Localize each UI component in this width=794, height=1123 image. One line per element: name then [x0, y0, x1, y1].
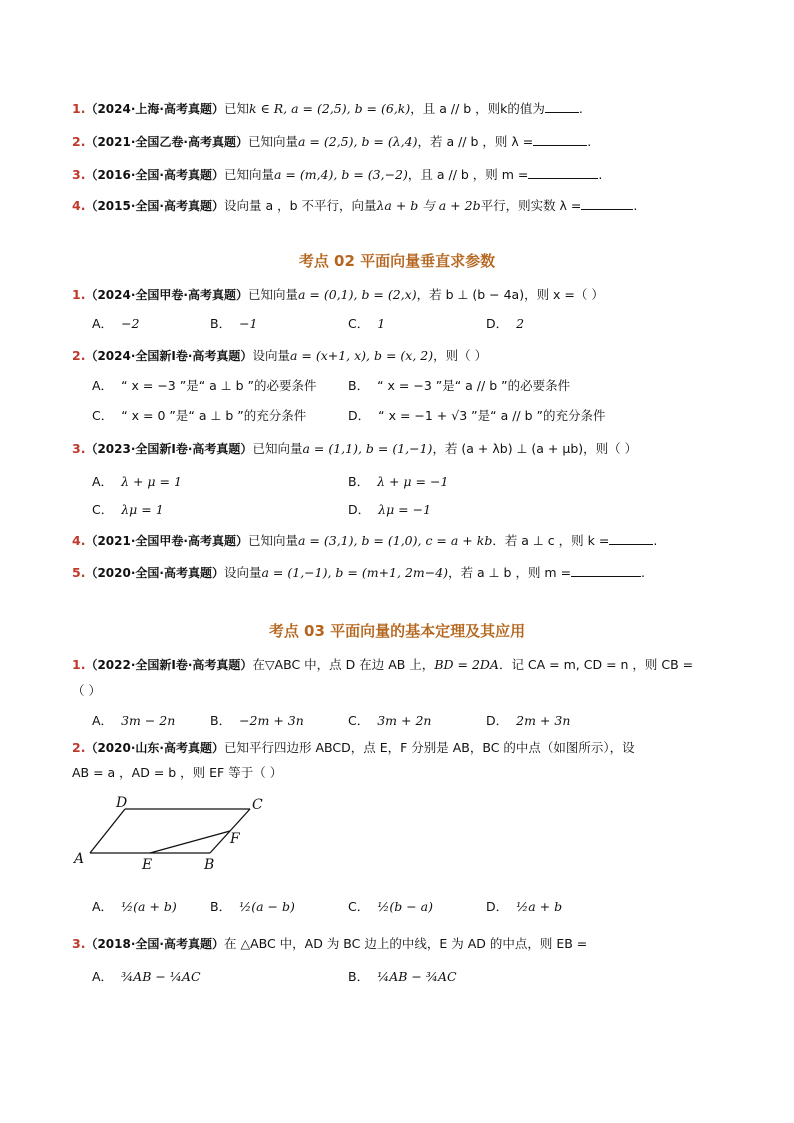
- question-source: （2024·全国甲卷·高考真题）: [85, 288, 248, 302]
- answer-blank: [609, 532, 653, 545]
- option-label: D．: [486, 713, 509, 728]
- option-d[interactable]: [486, 712, 570, 730]
- question-source: （2020·山东·高考真题）: [85, 741, 224, 755]
- option-value: ½(a + b): [121, 899, 177, 914]
- option-d[interactable]: [486, 898, 562, 916]
- punctuation: .: [578, 101, 583, 116]
- option-a[interactable]: [92, 968, 201, 986]
- option-b[interactable]: [210, 315, 258, 333]
- question-text: 已知向量: [247, 134, 298, 149]
- question-text: 已知向量: [247, 533, 298, 548]
- question-text: ，则（ ）: [433, 348, 488, 363]
- question-number: 5.: [72, 565, 86, 580]
- punctuation: .: [641, 565, 646, 580]
- question-text: 设向量: [223, 565, 262, 580]
- option-label: D．: [348, 408, 371, 423]
- question-source: （2021·全国乙卷·高考真题）: [85, 135, 248, 149]
- answer-blank: [533, 133, 587, 146]
- option-label: A．: [92, 713, 114, 728]
- option-label: C．: [92, 502, 114, 517]
- parallelogram-figure: [70, 795, 270, 885]
- question-s3-2: [72, 739, 635, 757]
- option-b[interactable]: [348, 377, 570, 395]
- vertex-label-B: B: [204, 857, 215, 873]
- question-s1-4: [72, 197, 637, 215]
- option-d[interactable]: [348, 501, 431, 519]
- option-a[interactable]: [92, 712, 175, 730]
- question-number: 1.: [72, 287, 86, 302]
- math-expression: k ∈ R, a = (2,5), b = (6,k): [249, 101, 411, 116]
- question-text: 平行，则实数 λ =: [480, 198, 582, 213]
- option-label: C．: [348, 316, 370, 331]
- option-value: ¾AB − ¼AC: [121, 969, 201, 984]
- option-label: B．: [348, 378, 370, 393]
- vertex-label-A: A: [74, 851, 85, 867]
- question-number: 3.: [72, 936, 86, 951]
- option-a[interactable]: [92, 377, 317, 395]
- option-label: D．: [486, 899, 509, 914]
- vertex-label-C: C: [252, 797, 263, 813]
- question-s3-1: [72, 656, 693, 674]
- question-text: 设向量: [252, 348, 290, 363]
- option-value: λμ = 1: [121, 502, 164, 517]
- question-source: （2024·上海·高考真题）: [85, 102, 224, 116]
- punctuation: .: [653, 533, 658, 548]
- punctuation: .: [587, 134, 592, 149]
- option-label: A．: [92, 899, 114, 914]
- question-source: （2020·全国·高考真题）: [85, 566, 224, 580]
- math-expression: a = (m,4), b = (3,−2): [274, 167, 408, 182]
- question-text: 已知向量: [252, 441, 303, 456]
- answer-blank: [581, 197, 633, 210]
- question-s1-3: [72, 166, 602, 184]
- question-text: ，若 a // b ，则 λ =: [417, 134, 534, 149]
- question-source: （2023·全国新Ⅰ卷·高考真题）: [85, 442, 253, 456]
- option-b[interactable]: [210, 712, 304, 730]
- punctuation: .: [598, 167, 603, 182]
- question-number: 2.: [72, 740, 86, 755]
- answer-blank: [571, 564, 641, 577]
- question-text: ，若 (a + λb) ⊥ (a + μb)，则（ ）: [432, 441, 638, 456]
- option-c[interactable]: [348, 712, 431, 730]
- question-source: （2024·全国新Ⅰ卷·高考真题）: [85, 349, 253, 363]
- option-label: B．: [348, 474, 370, 489]
- answer-blank: [528, 166, 598, 179]
- question-number: 4.: [72, 198, 86, 213]
- question-text: 已知向量: [247, 287, 298, 302]
- option-c[interactable]: [92, 501, 164, 519]
- math-expression: a = (1,−1), b = (m+1, 2m−4): [261, 565, 449, 580]
- vertex-label-E: E: [142, 857, 153, 873]
- question-number: 4.: [72, 533, 86, 548]
- option-value: ½(a − b): [239, 899, 295, 914]
- option-value: “ x = 0 ”是“ a ⊥ b ”的充分条件: [121, 408, 307, 423]
- math-expression: a = (2,5), b = (λ,4): [298, 134, 418, 149]
- option-d[interactable]: [348, 407, 606, 425]
- option-value: “ x = −3 ”是“ a ⊥ b ”的必要条件: [121, 378, 317, 393]
- question-text: ，且 a // b ，则k的值为: [410, 101, 545, 116]
- question-s3-3: [72, 935, 587, 953]
- option-label: A．: [92, 969, 114, 984]
- option-label: A．: [92, 378, 114, 393]
- option-value: 3m − 2n: [121, 713, 176, 728]
- question-source: （2015·全国·高考真题）: [85, 199, 224, 213]
- option-c[interactable]: [348, 898, 433, 916]
- option-value: −2m + 3n: [239, 713, 304, 728]
- question-text: ．若 a ⊥ c ，则 k =: [492, 533, 610, 548]
- option-value: 3m + 2n: [377, 713, 432, 728]
- option-c[interactable]: [348, 315, 385, 333]
- question-source: （2021·全国甲卷·高考真题）: [85, 534, 248, 548]
- option-value: λ + μ = 1: [121, 474, 182, 489]
- vertex-label-D: D: [116, 795, 128, 811]
- option-value: “ x = −1 + √3 ”是“ a // b ”的充分条件: [378, 408, 606, 423]
- option-value: 2: [516, 316, 525, 331]
- option-value: λ + μ = −1: [377, 474, 449, 489]
- option-value: 2m + 3n: [516, 713, 571, 728]
- question-number: 1.: [72, 657, 86, 672]
- question-s2-4: [72, 532, 657, 550]
- option-value: λμ = −1: [378, 502, 432, 517]
- question-s1-1: [72, 100, 583, 118]
- math-expression: BD = 2DA: [434, 657, 499, 672]
- question-text: 已知向量: [223, 167, 274, 182]
- question-text: 已知平行四边形 ABCD，点 E，F 分别是 AB，BC 的中点（如图所示），设: [223, 740, 635, 755]
- section-title: 考点 03 平面向量的基本定理及其应用: [268, 622, 526, 640]
- question-s2-5: [72, 564, 645, 582]
- option-label: C．: [92, 408, 114, 423]
- math-expression: a = (1,1), b = (1,−1): [302, 441, 433, 456]
- option-b[interactable]: [210, 898, 295, 916]
- question-number: 2.: [72, 134, 86, 149]
- option-value: 1: [377, 316, 386, 331]
- option-value: “ x = −3 ”是“ a // b ”的必要条件: [377, 378, 571, 393]
- option-b[interactable]: [348, 473, 448, 491]
- question-text: ，若 b ⊥ (b − 4a)，则 x =（ ）: [416, 287, 604, 302]
- option-value: ½(b − a): [377, 899, 433, 914]
- section-title: 考点 02 平面向量垂直求参数: [298, 252, 496, 270]
- option-a[interactable]: [92, 898, 177, 916]
- math-expression: λa + b 与 a + 2b: [376, 198, 481, 213]
- question-s2-3: [72, 440, 637, 458]
- question-text: ，且 a // b ，则 m =: [407, 167, 529, 182]
- question-source: （2016·全国·高考真题）: [85, 168, 224, 182]
- question-s1-2: [72, 133, 591, 151]
- question-s2-2: [72, 347, 487, 365]
- question-number: 1.: [72, 101, 86, 116]
- option-label: D．: [486, 316, 509, 331]
- question-number: 3.: [72, 167, 86, 182]
- edge-AD: [90, 809, 125, 853]
- question-text: 已知: [223, 101, 249, 116]
- option-d[interactable]: [486, 315, 524, 333]
- answer-blank: [545, 100, 579, 113]
- option-label: B．: [210, 899, 232, 914]
- question-number: 2.: [72, 348, 86, 363]
- option-value: ½a + b: [516, 899, 563, 914]
- option-label: C．: [348, 713, 370, 728]
- question-continuation: （ ）: [72, 683, 101, 698]
- question-source: （2022·全国新Ⅰ卷·高考真题）: [85, 658, 253, 672]
- segment-EF: [150, 831, 230, 853]
- math-expression: a = (3,1), b = (1,0), c = a + kb: [298, 533, 493, 548]
- math-expression: a = (0,1), b = (2,x): [298, 287, 417, 302]
- punctuation: .: [633, 198, 638, 213]
- option-a[interactable]: [92, 473, 182, 491]
- option-label: B．: [210, 713, 232, 728]
- option-label: C．: [348, 899, 370, 914]
- option-label: A．: [92, 474, 114, 489]
- option-label: B．: [348, 969, 370, 984]
- option-a[interactable]: [92, 315, 140, 333]
- option-c[interactable]: [92, 407, 306, 425]
- option-value: ¼AB − ¾AC: [377, 969, 457, 984]
- question-number: 3.: [72, 441, 86, 456]
- question-text: ．记 CA = m, CD = n ，则 CB =: [498, 657, 694, 672]
- option-b[interactable]: [348, 968, 457, 986]
- option-label: D．: [348, 502, 371, 517]
- math-expression: a = (x+1, x), b = (x, 2): [289, 348, 434, 363]
- question-s2-1: [72, 286, 604, 304]
- question-continuation: AB = a ，AD = b ，则 EF 等于（ ）: [72, 765, 283, 780]
- option-value: −2: [121, 316, 140, 331]
- vertex-label-F: F: [230, 831, 240, 847]
- question-text: 在 △ABC 中，AD 为 BC 边上的中线，E 为 AD 的中点，则 EB =: [223, 936, 588, 951]
- option-label: B．: [210, 316, 232, 331]
- option-label: A．: [92, 316, 114, 331]
- option-value: −1: [239, 316, 258, 331]
- question-source: （2018·全国·高考真题）: [85, 937, 224, 951]
- question-text: ，若 a ⊥ b ，则 m =: [448, 565, 572, 580]
- question-text: 在▽ABC 中，点 D 在边 AB 上，: [252, 657, 435, 672]
- question-text: 设向量 a ，b 不平行，向量: [223, 198, 377, 213]
